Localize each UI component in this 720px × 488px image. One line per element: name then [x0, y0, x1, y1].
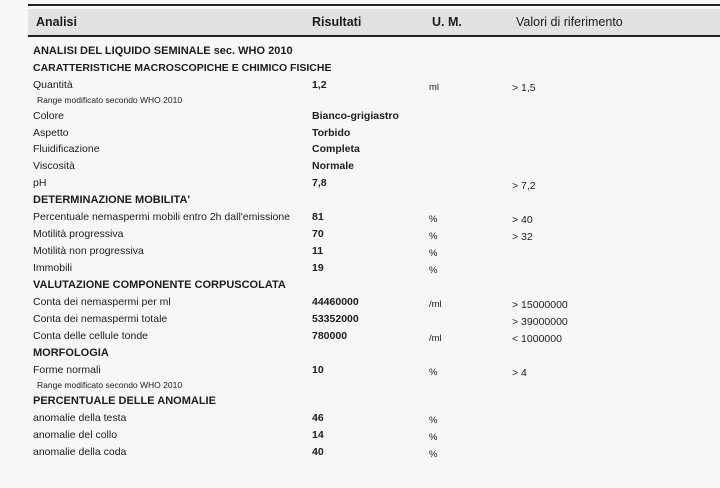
reference-range: > 1,5	[512, 82, 536, 94]
section-heading	[0, 347, 720, 365]
reference-range: > 39000000	[512, 316, 568, 328]
result-value: 10	[312, 364, 324, 376]
result-label: Conta dei nemaspermi totale	[33, 313, 168, 325]
result-row	[0, 228, 720, 246]
result-label: pH	[33, 177, 47, 189]
result-value: 46	[312, 412, 324, 424]
result-label: anomalie della coda	[33, 446, 127, 458]
result-label: anomalie del collo	[33, 429, 118, 441]
top-rule	[28, 4, 720, 6]
table-header	[28, 9, 720, 37]
result-label: Motilità non progressiva	[33, 245, 144, 257]
result-value: Completa	[312, 143, 360, 155]
result-label: Motilità progressiva	[33, 228, 124, 240]
section-title: DETERMINAZIONE MOBILITA'	[33, 194, 191, 206]
section-title: PERCENTUALE DELLE ANOMALIE	[33, 395, 216, 407]
result-value: 81	[312, 211, 324, 223]
section-title: VALUTAZIONE COMPONENTE CORPUSCOLATA	[33, 279, 286, 291]
reference-range: > 4	[512, 367, 527, 379]
result-value: 53352000	[312, 313, 359, 325]
result-label: Colore	[33, 110, 64, 122]
section-heading	[0, 194, 720, 212]
header-risultati: Risultati	[312, 15, 362, 29]
range-note-text: Range modificato secondo WHO 2010	[37, 95, 183, 105]
result-value: 44460000	[312, 296, 359, 308]
result-unit: %	[429, 367, 438, 378]
result-value: 19	[312, 262, 324, 274]
reference-range: > 15000000	[512, 299, 568, 311]
result-label: Aspetto	[33, 127, 69, 139]
result-value: 7,8	[312, 177, 327, 189]
result-value: 1,2	[312, 79, 327, 91]
result-label: Fluidificazione	[33, 143, 100, 155]
result-label: Conta delle cellule tonde	[33, 330, 148, 342]
result-row	[0, 313, 720, 331]
section-title: CARATTERISTICHE MACROSCOPICHE E CHIMICO FISICHE	[33, 62, 332, 74]
header-analisi: Analisi	[36, 15, 77, 29]
section-title: MORFOLOGIA	[33, 347, 109, 359]
result-label: Immobili	[33, 262, 73, 274]
result-value: 70	[312, 228, 324, 240]
result-label: Conta dei nemaspermi per ml	[33, 296, 171, 308]
reference-range: > 7,2	[512, 180, 536, 192]
header-valori: Valori di riferimento	[516, 15, 623, 29]
result-value: 40	[312, 446, 324, 458]
result-label: Forme normali	[33, 364, 101, 376]
result-unit: %	[429, 248, 438, 259]
result-row	[0, 330, 720, 348]
reference-range: > 40	[512, 214, 533, 226]
section-heading	[0, 395, 720, 413]
result-row	[0, 412, 720, 430]
result-row	[0, 446, 720, 464]
result-unit: %	[429, 214, 438, 225]
result-row	[0, 143, 720, 161]
result-row	[0, 429, 720, 447]
result-unit: /ml	[429, 299, 442, 310]
result-label: anomalie della testa	[33, 412, 127, 424]
result-value: 780000	[312, 330, 348, 342]
result-unit: %	[429, 415, 438, 426]
result-unit: %	[429, 449, 438, 460]
result-value: 14	[312, 429, 324, 441]
result-row	[0, 245, 720, 263]
result-label: Viscosità	[33, 160, 75, 172]
result-value: Torbido	[312, 127, 351, 139]
result-unit: ml	[429, 82, 440, 93]
result-row	[0, 262, 720, 280]
result-unit: %	[429, 231, 438, 242]
result-row	[0, 160, 720, 178]
reference-range: > 32	[512, 231, 533, 243]
result-label: Percentuale nemaspermi mobili entro 2h dall'emissione	[33, 211, 291, 223]
section-heading	[0, 62, 720, 80]
result-value: 11	[312, 245, 324, 257]
result-label: Quantità	[33, 79, 73, 91]
result-unit: /ml	[429, 333, 442, 344]
result-row	[0, 177, 720, 195]
section-heading	[0, 279, 720, 297]
section-heading	[0, 45, 720, 63]
result-row	[0, 211, 720, 229]
range-note-text: Range modificato secondo WHO 2010	[37, 380, 183, 390]
header-um: U. M.	[432, 15, 462, 29]
result-row	[0, 110, 720, 128]
result-unit: %	[429, 265, 438, 276]
result-value: Bianco-grigiastro	[312, 110, 399, 122]
result-unit: %	[429, 432, 438, 443]
result-row	[0, 296, 720, 314]
reference-range: < 1000000	[512, 333, 562, 345]
result-value: Normale	[312, 160, 355, 172]
section-title: ANALISI DEL LIQUIDO SEMINALE sec. WHO 2010	[33, 45, 293, 57]
